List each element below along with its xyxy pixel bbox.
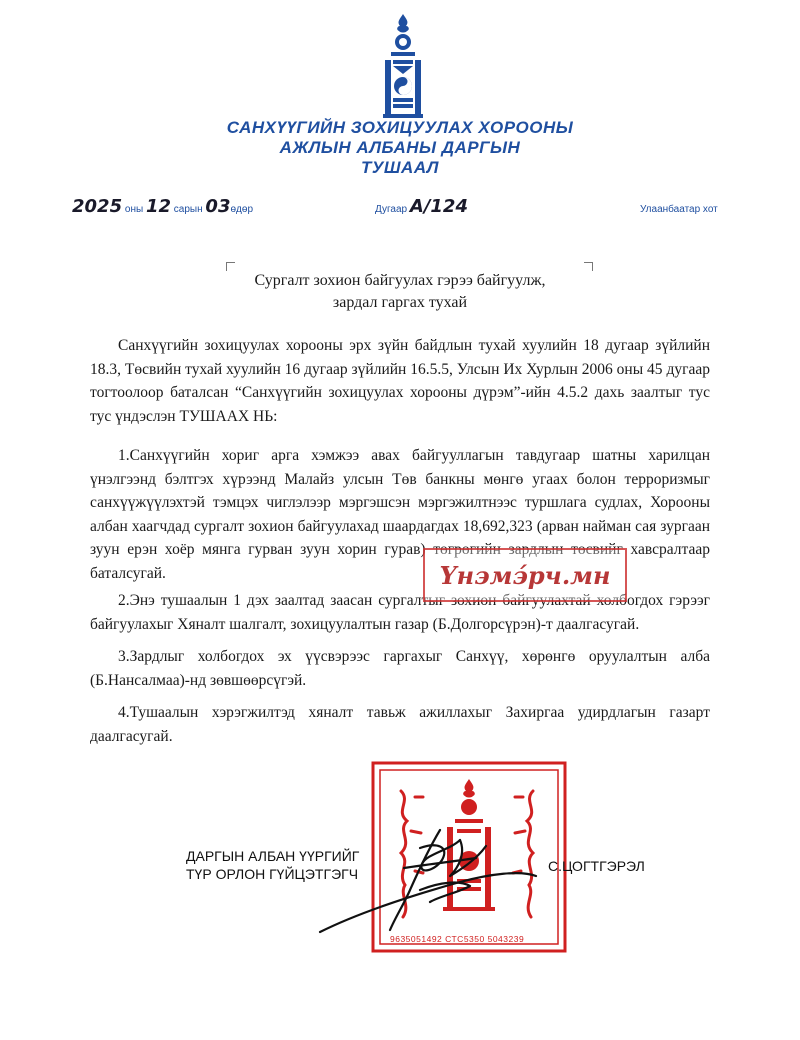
date-year: 2025 bbox=[72, 196, 123, 217]
title-bracket-right bbox=[584, 262, 593, 271]
title-line2: зардал гаргах тухай bbox=[332, 294, 468, 311]
org-name-line1: САНХҮҮГИЙН ЗОХИЦУУЛАХ ХОРООНЫ bbox=[226, 118, 574, 137]
clause-1: 1.Санхүүгийн хориг арга хэмжээ авах байгууллагын тавдугаар шатны харилцан үнэлгээнд бэлтгэх хүрээнд Малайз улсын Төв банкны мөнгө угаах болон терроризмыг санхүүжүүлэхтэй тэмцэх чиглэлээр мэргэшсэн мэргэжилтнээс туршлага судлах, Хорооны албан хаагчдад сургалт зохион байгуулахад шаардагдах 18,692,323 (арван найман сая зургаан зуун ерэн хоёр мянга гурван зуун хорин гурав) төгрөгийн зардлын төсвийг хавсралтаар баталсугай. bbox=[90, 447, 710, 582]
watermark-text: Үнэмэ́рч.мн bbox=[439, 560, 611, 590]
title-bracket-left bbox=[226, 262, 235, 271]
signer-name: С.ЦОГТГЭРЭЛ bbox=[548, 858, 645, 874]
clause-3: 3.Зардлыг холбогдох эх үүсвэрээс гаргахыг Санхүү, хөрөнгө оруулалтын алба (Б.Нансалмаа)-нд зөвшөөрсүгэй. bbox=[90, 648, 710, 689]
handwritten-signature bbox=[300, 820, 540, 940]
org-name-line2: АЖЛЫН АЛБАНЫ ДАРГЫН bbox=[279, 138, 521, 157]
clause-2: 2.Энэ тушаалын 1 дэх заалтад заасан сургалтыг зохион байгуулахтай холбогдох гэрээг байгуулахыг Хяналт шалгалт, зохицуулалтын газар (Б.Долгорсүрэн)-т даалгасугай. bbox=[90, 592, 710, 633]
document-number bbox=[375, 196, 468, 217]
date-month: 12 bbox=[145, 196, 172, 217]
document-type: ТУШААЛ bbox=[361, 158, 439, 177]
title-line1: Сургалт зохион байгуулах гэрээ байгуулж, bbox=[254, 272, 546, 289]
clause-4: 4.Тушаалын хэрэгжилтэд хяналт тавьж ажиллахыг Захиргаа удирдлагын газарт даалгасугай. bbox=[90, 704, 710, 745]
number-label: Дугаар bbox=[375, 204, 408, 215]
date-year-label: оны bbox=[124, 204, 144, 215]
signer-title-line1: ДАРГЫН АЛБАН ҮҮРГИЙГ bbox=[186, 848, 360, 864]
number-value: А/124 bbox=[409, 196, 468, 217]
document-place: Улаанбаатар хот bbox=[640, 204, 718, 215]
signer-title-line2: ТҮР ОРЛОН ГҮЙЦЭТГЭГЧ bbox=[186, 866, 359, 882]
date-day-label: өдөр bbox=[230, 204, 254, 215]
soyombo-emblem-icon bbox=[375, 12, 431, 122]
watermark bbox=[423, 548, 627, 602]
date-month-label: сарын bbox=[173, 204, 203, 215]
preamble-paragraph: Санхүүгийн зохицуулах хорооны эрх зүйн байдлын тухай хуулийн 18 дугаар зүйлийн 18.3, Төсвийн тухай хуулийн 16 дугаар зүйлийн 16.5.5, Улсын Их Хурлын 2006 оны 45 дугаар тогтоолоор баталсан “Санхүүгийн зохицуулах хорооны дүрэм”-ийн 4.5.2 дахь заалтыг тус тус үндэслэн ТУШААХ НЬ: bbox=[90, 337, 710, 425]
date-day: 03 bbox=[205, 196, 231, 217]
document-date bbox=[72, 196, 253, 217]
stamp-number: 9635051492 СТС5350 5043239 bbox=[390, 934, 525, 944]
